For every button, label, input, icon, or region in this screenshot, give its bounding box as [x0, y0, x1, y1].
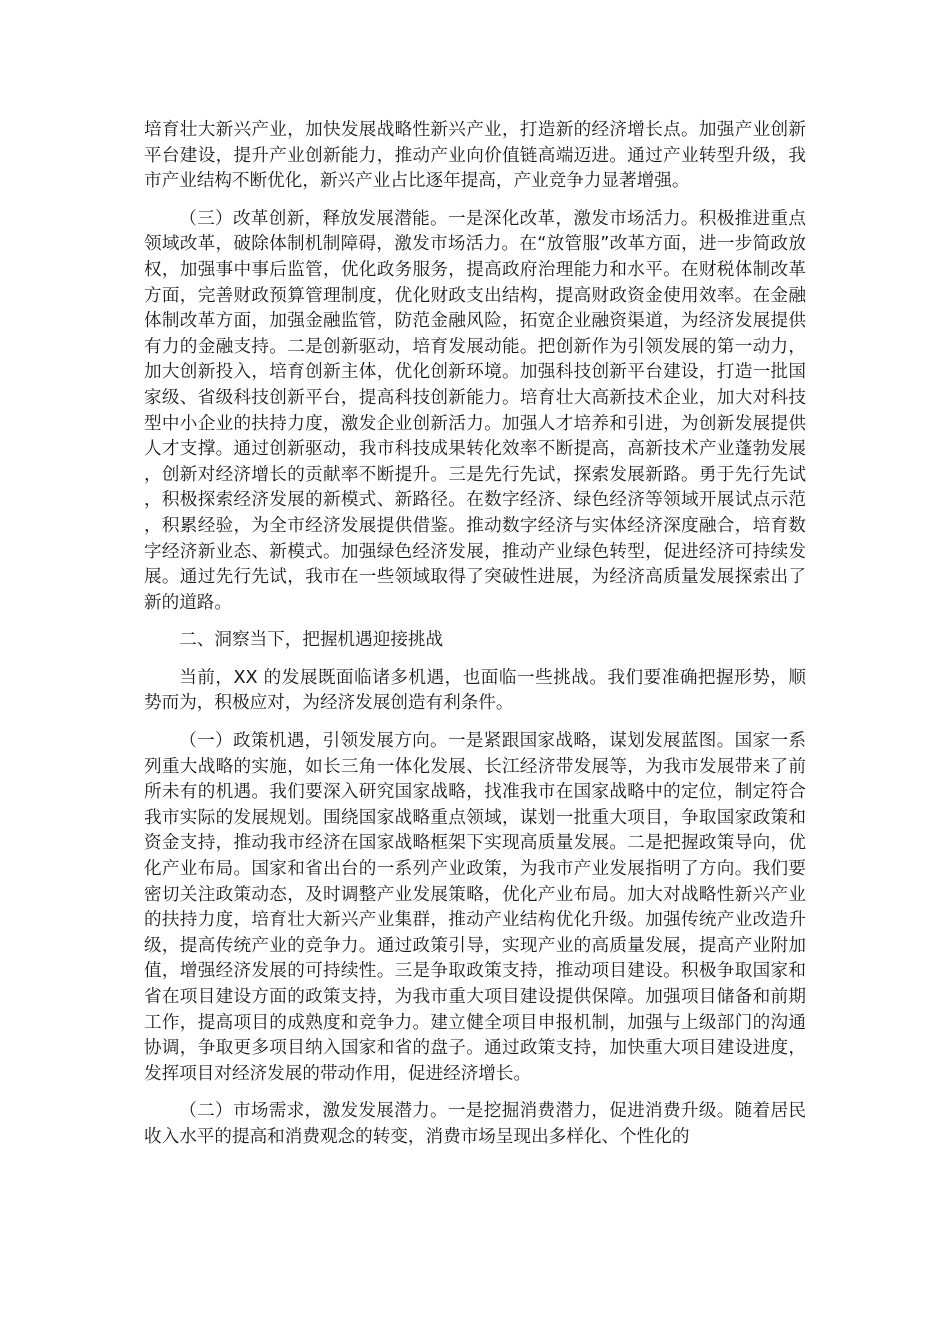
paragraph-current-situation: 当前，XX 的发展既面临诸多机遇，也面临一些挑战。我们要准确把握形势，顺势而为，积极应对，为经济发展创造有利条件。 — [144, 667, 806, 714]
section-heading: 二、洞察当下，把握机遇迎接挑战 — [179, 630, 444, 651]
paragraph-market-demand: （二）市场需求，激发发展潜力。一是挖掘消费潜力，促进消费升级。随着居民收入水平的提高和消费观念的转变，消费市场呈现出多样化、个性化的 — [144, 1101, 806, 1147]
paragraph-continuation: 培育壮大新兴产业，加快发展战略性新兴产业，打造新的经济增长点。加强产业创新平台建设，提升产业创新能力，推动产业向价值链高端迈进。通过产业转型升级，我市产业结构不断优化，新兴产业占比逐年提高，产业竞争力显著增强。 — [144, 120, 806, 192]
paragraph-reform-innovation: （三）改革创新，释放发展潜能。一是深化改革，激发市场活力。积极推进重点领域改革，破除体制机制障碍，激发市场活力。在“放管服”改革方面，进一步简政放权，加强事中事后监管，优化政务服务，提高政府治理能力和水平。在财税体制改革方面，完善财政预算管理制度，优化财政支出结构，提高财政资金使用效率。在金融体制改革方面，加强金融监管，防范金融风险，拓宽企业融资渠道，为经济发展提供有力的金融支持。二是创新驱动，培育发展动能。把创新作为引领发展的第一动力，加大创新投入，培育创新主体，优化创新环境。加强科技创新平台建设，打造一批国家级、省级科技创新平台，提高科技创新能力。培育壮大高新技术企业，加大对科技型中小企业的扶持力度，激发企业创新活力。加强人才培养和引进，为创新发展提供人才支撑。通过创新驱动，我市科技成果转化效率不断提高，高新技术产业蓬勃发展，创新对经济增长的贡献率不断提升。三是先行先试，探索发展新路。勇于先行先试，积极探索经济发展的新模式、新路径。在数字经济、绿色经济等领域开展试点示范，积累经验，为全市经济发展提供借鉴。推动数字经济与实体经济深度融合，培育数字经济新业态、新模式。加强绿色经济发展，推动产业绿色转型，促进经济可持续发展。通过先行先试，我市在一些领域取得了突破性进展，为经济高质量发展探索出了新的道路。 — [144, 208, 806, 613]
document-page — [144, 118, 806, 1163]
paragraph-policy-opportunity: （一）政策机遇，引领发展方向。一是紧跟国家战略，谋划发展蓝图。国家一系列重大战略的实施，如长三角一体化发展、长江经济带发展等，为我市发展带来了前所未有的机遇。我们要深入研究国家战略，找准我市在国家战略中的定位，制定符合我市实际的发展规划。围绕国家战略重点领域，谋划一批重大项目，争取国家政策和资金支持，推动我市经济在国家战略框架下实现高质量发展。二是把握政策导向，优化产业布局。国家和省出台的一系列产业政策，为我市产业发展指明了方向。我们要密切关注政策动态，及时调整产业发展策略，优化产业布局。加大对战略性新兴产业的扶持力度，培育壮大新兴产业集群，推动产业结构优化升级。加强传统产业改造升级，提高传统产业的竞争力。通过政策引导，实现产业的高质量发展，提高产业附加值，增强经济发展的可持续性。三是争取政策支持，推动项目建设。积极争取国家和省在项目建设方面的政策支持，为我市重大项目建设提供保障。加强项目储备和前期工作，提高项目的成熟度和竞争力。建立健全项目申报机制，加强与上级部门的沟通协调，争取更多项目纳入国家和省的盘子。通过政策支持，加快重大项目建设进度，发挥项目对经济发展的带动作用，促进经济增长。 — [144, 731, 806, 1084]
